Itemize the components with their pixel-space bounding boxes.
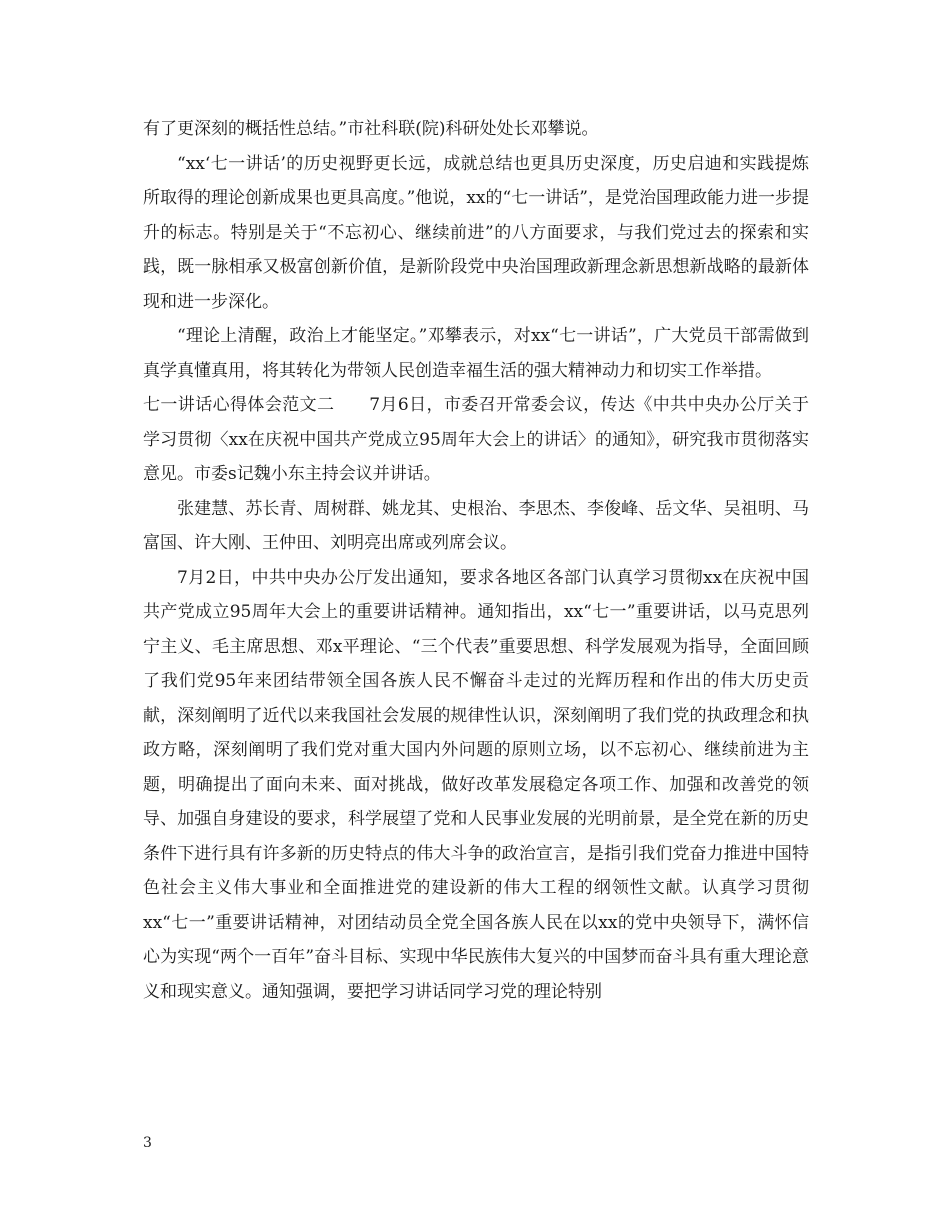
paragraph-attendees: 张建慧、苏长青、周树群、姚龙其、史根治、李思杰、李俊峰、岳文华、吴祖明、马富国、许大刚、王仲田、刘明亮出席或列席会议。 [143, 498, 809, 553]
paragraph-notice: 7月2日，中共中央办公厅发出通知，要求各地区各部门认真学习贯彻xx在庆祝中国共产党成立95周年大会上的重要讲话精神。通知指出，xx“七一”重要讲话，以马克思列宁主义、毛主席思想、邓x平理论、“三个代表”重要思想、科学发展观为指导，全面回顾了我们党95年来团结带领全国各族人民不懈奋斗走过的光辉历程和作出的伟大历史贡献，深刻阐明了近代以来我国社会发展的规律性认识，深刻阐明了我们党的执政理念和执政方略，深刻阐明了我们党对重大国内外问题的原则立场，以不忘初心、继续前进为主题，明确提出了面向未来、面对挑战，做好改革发展稳定各项工作、加强和改善党的领导、加强自身建设的要求，科学展望了党和人民事业发展的光明前景，是全党在新的历史条件下进行具有许多新的历史特点的伟大斗争的政治宣言，是指引我们党奋力推进中国特色社会主义伟大事业和全面推进党的建设新的伟大工程的纲领性文献。认真学习贯彻xx“七一”重要讲话精神，对团结动员全党全国各族人民在以xx的党中央领导下，满怀信心为实现“两个一百年”奋斗目标、实现中华民族伟大复兴的中国梦而奋斗具有重大理论意义和现实意义。通知强调，要把学习讲话同学习党的理论特别 [143, 567, 809, 1002]
document-body [143, 112, 809, 1009]
paragraph-quote-theory: “理论上清醒，政治上才能坚定。”邓攀表示，对xx“七一讲话”，广大党员干部需做到真学真懂真用，将其转化为带领人民创造幸福生活的强大精神动力和切实工作举措。 [143, 326, 809, 381]
paragraph-section-two: 七一讲话心得体会范文二 7月6日，市委召开常委会议，传达《中共中央办公厅关于学习贯彻〈xx在庆祝中国共产党成立95周年大会上的讲话〉的通知》，研究我市贯彻落实意见。市委s记魏小东主持会议并讲话。 [143, 395, 809, 484]
page-number: 3 [143, 1135, 152, 1151]
paragraph-quote-history: “xx‘七一讲话’的历史视野更长远，成就总结也更具历史深度，历史启迪和实践提炼所取得的理论创新成果也更具高度。”他说，xx的“七一讲话”，是党治国理政能力进一步提升的标志。特别是关于“不忘初心、继续前进”的八方面要求，与我们党过去的探索和实践，既一脉相承又极富创新价值，是新阶段党中央治国理政新理念新思想新战略的最新体现和进一步深化。 [143, 153, 809, 312]
paragraph-continuation: 有了更深刻的概括性总结。”市社科联(院)科研处处长邓攀说。 [143, 119, 599, 139]
